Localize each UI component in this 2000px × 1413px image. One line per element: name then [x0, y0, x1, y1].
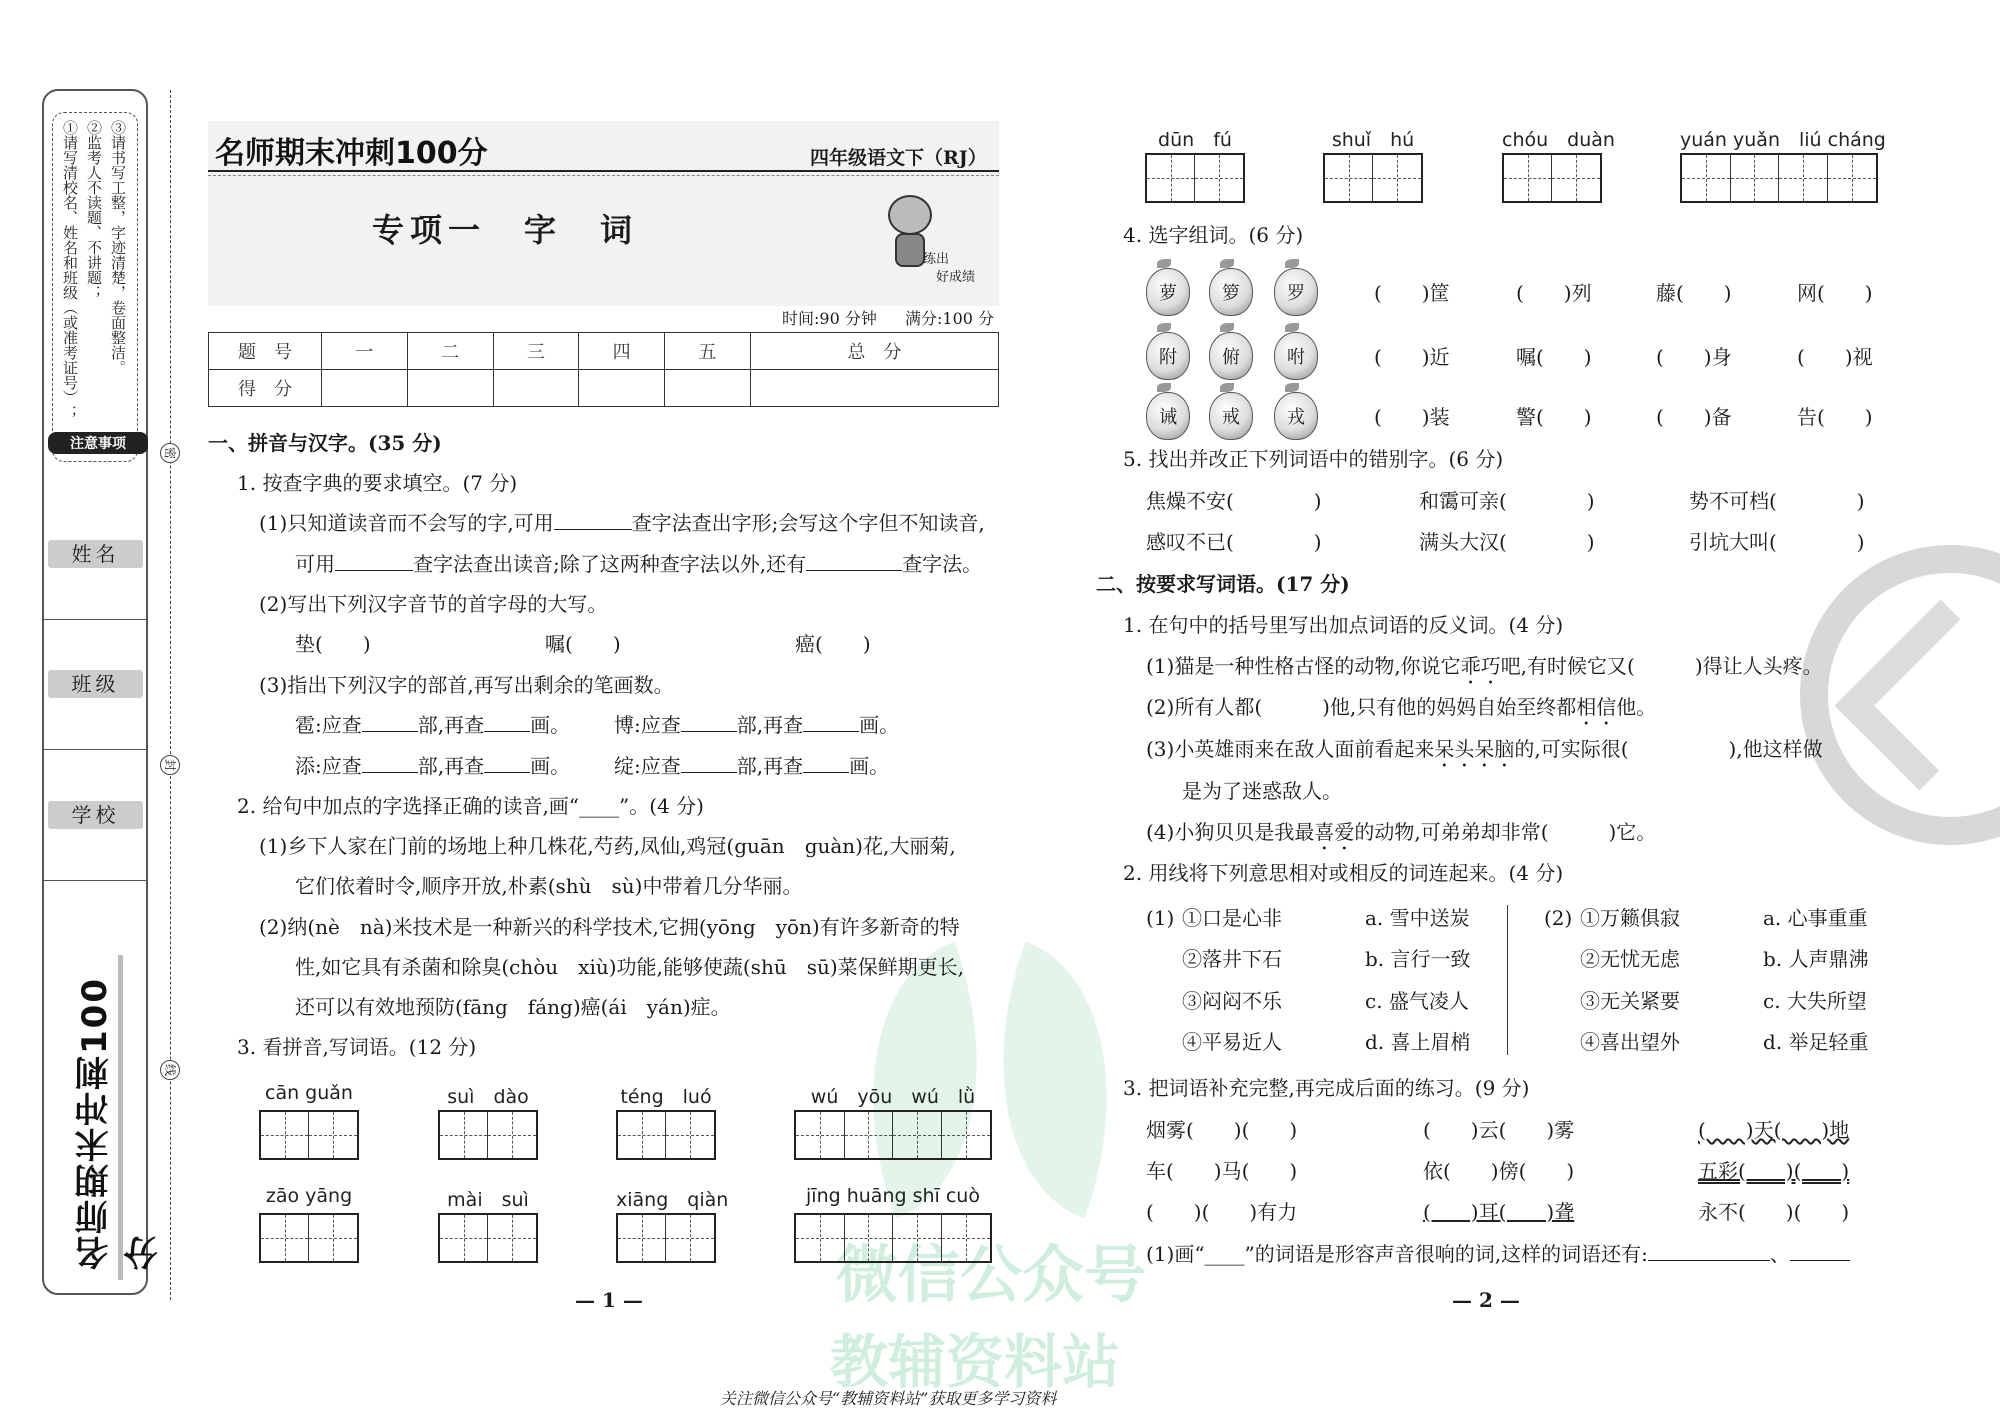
apple-char-option: 咐 [1274, 332, 1318, 380]
q1-3-item [295, 712, 570, 738]
q2-line: 性,如它具有杀菌和除臭(chòu xiù)功能,能够使蔬(shū sū)菜保鲜期更长, [295, 955, 965, 979]
q1-2-item-label: 癌( [795, 632, 823, 656]
character-grid[interactable] [794, 1213, 992, 1263]
apple-char-option: 诫 [1146, 392, 1190, 440]
score-table-header-row [209, 333, 999, 370]
question-1-4: 4. 选字组词。(6 分) [1123, 223, 1304, 247]
answer-blank[interactable] [362, 753, 418, 773]
text: 的,可实际很( ),他这样做 [1514, 737, 1823, 761]
pinyin-label: dūn fú [1158, 129, 1232, 151]
watermark-text-2: 教辅资料站 [830, 1328, 1121, 1396]
full-marks: 满分:100 分 [905, 309, 995, 328]
answer-blank[interactable] [362, 712, 418, 732]
dotted-word: 喜爱 [1314, 820, 1355, 844]
character-cell[interactable] [893, 1215, 942, 1261]
idiom-item[interactable]: 永不( )( ) [1698, 1200, 1850, 1224]
pinyin-label: suì dào [447, 1086, 529, 1108]
label: 雹:应查 [295, 713, 362, 737]
character-grid[interactable] [1680, 153, 1878, 203]
answer-blank[interactable] [484, 753, 530, 773]
typo-item[interactable]: 焦燥不安( ) [1146, 489, 1322, 513]
q1-2-prompt: (2)写出下列汉字音节的首字母的大写。 [259, 592, 608, 616]
label: 添:应查 [295, 754, 362, 778]
label: 画。 [859, 713, 900, 737]
match-right-item[interactable]: d. 举足轻重 [1763, 1030, 1869, 1054]
match-left-item[interactable]: ①口是心非 [1182, 906, 1282, 930]
q1-2-item-label: 垫( [295, 632, 323, 656]
word-choice-item[interactable]: 警( ) [1516, 405, 1592, 429]
apple-char-option: 箩 [1209, 268, 1253, 316]
answer-blank[interactable] [1790, 1241, 1850, 1261]
dotted-word: 相信 [1576, 695, 1617, 719]
watermark-text-1: 微信公众号 [836, 1238, 1147, 1311]
apple-char-option: 戒 [1209, 392, 1253, 440]
answer-blank[interactable] [681, 712, 737, 732]
score-table-score-row [209, 370, 999, 407]
typo-item[interactable]: 满头大汉( ) [1419, 530, 1595, 554]
sidebar-logo: 名师期末冲刺100分 [75, 977, 164, 1270]
q1-3-item [614, 753, 889, 779]
antonym-line: 是为了迷惑敌人。 [1182, 779, 1342, 803]
match-right-item[interactable]: b. 人声鼎沸 [1763, 947, 1869, 971]
question-2-2: 2. 用线将下列意思相对或相反的词连起来。(4 分) [1123, 861, 1564, 885]
score-cell[interactable] [750, 370, 998, 407]
character-cell[interactable] [309, 1215, 357, 1261]
text: 的动物,可弟弟却非常( )它。 [1354, 820, 1657, 844]
q1-1-line-2 [295, 551, 982, 577]
q1-1-text-e: 查字法。 [902, 552, 983, 576]
notice-title: 注意事项 [48, 432, 148, 454]
match-right-item[interactable]: c. 盛气凌人 [1365, 989, 1469, 1013]
pinyin-label: cān guǎn [265, 1082, 353, 1104]
score-cell[interactable] [493, 370, 579, 407]
label: 部,再查 [736, 713, 804, 737]
character-cell[interactable] [796, 1215, 845, 1261]
header-rule [208, 170, 999, 172]
character-grid[interactable] [616, 1213, 716, 1263]
character-cell[interactable] [1731, 155, 1780, 201]
label: 博:应查 [614, 713, 681, 737]
seal-mark-xian: 线 [160, 1060, 180, 1080]
match-right-item[interactable]: b. 言行一致 [1365, 947, 1471, 971]
note-2: ②监考人不读题、不讲题； [85, 120, 103, 300]
question-1-1: 1. 按查字典的要求填空。(7 分) [237, 471, 518, 495]
section-2-heading: 二、按要求写词语。(17 分) [1096, 572, 1350, 596]
q1-2-item-label: 嘱( [545, 632, 573, 656]
answer-blank[interactable] [335, 551, 413, 571]
seal-mark-feng: 封 [160, 755, 180, 775]
text: 他。 [1616, 695, 1657, 719]
question-2-3: 3. 把词语补充完整,再完成后面的练习。(9 分) [1123, 1076, 1530, 1100]
page-number-2: — 2 — [1452, 1288, 1520, 1312]
character-cell[interactable] [440, 1112, 488, 1158]
match-right-item[interactable]: d. 喜上眉梢 [1365, 1030, 1471, 1054]
score-header-cell: 总 分 [750, 333, 998, 370]
match-left-item[interactable]: ③闷闷不乐 [1182, 989, 1282, 1013]
note-3: ③请书写工整，字迹清楚，卷面整洁。 [109, 120, 127, 375]
q1-3-item [614, 712, 899, 738]
score-cell[interactable] [665, 370, 751, 407]
page-number-1: — 1 — [575, 1288, 643, 1312]
typo-item[interactable]: 感叹不已( ) [1146, 530, 1322, 554]
pinyin-label: yuán yuǎn liú cháng [1680, 129, 1886, 151]
character-cell[interactable] [618, 1215, 666, 1261]
character-cell[interactable] [942, 1215, 991, 1261]
text: (2)所有人都( )他,只有他的妈妈自始至终都 [1146, 695, 1577, 719]
q1-1-text-a: (1)只知道读音而不会写的字,可用 [259, 511, 554, 535]
answer-blank[interactable] [803, 712, 859, 732]
idiom-sub-question: (1)画“____”的词语是形容声音很响的词,这样的词语还有: 、 [1146, 1241, 1850, 1267]
match-left-item[interactable]: ②无忧无虑 [1580, 947, 1680, 971]
match-right-item[interactable]: a. 雪中送炭 [1365, 906, 1470, 930]
antonym-line [1146, 653, 1823, 689]
q1-1-text-d: 查字法查出读音;除了这两种查字法以外,还有 [413, 552, 807, 576]
label: 绽:应查 [614, 754, 681, 778]
match-left-item[interactable]: ③无关紧要 [1580, 989, 1680, 1013]
text: (3)小英雄雨来在敌人面前看起来 [1146, 737, 1435, 761]
character-cell[interactable] [893, 1112, 942, 1158]
q1-3-item [295, 753, 570, 779]
character-grid[interactable] [438, 1110, 538, 1160]
mascot-text-1: 练出 [923, 252, 950, 267]
word-choice-item[interactable]: 告( ) [1797, 405, 1873, 429]
idiom-item[interactable]: 车( )马( ) [1146, 1159, 1298, 1183]
q1-2-item: 癌( ) [795, 632, 871, 656]
character-cell[interactable] [618, 1112, 666, 1158]
pinyin-label: mài suì [447, 1189, 529, 1211]
character-grid[interactable] [1145, 153, 1245, 203]
matching-divider [1507, 905, 1508, 1055]
question-1-2: 2. 给句中加点的字选择正确的读音,画“____”。(4 分) [237, 794, 704, 818]
sidebar-logo-bar [118, 955, 123, 1280]
q1-1-text-c: 可用 [295, 552, 335, 576]
match-right-item[interactable]: c. 大失所望 [1763, 989, 1867, 1013]
character-cell[interactable] [845, 1112, 894, 1158]
score-header-cell: 一 [322, 333, 408, 370]
pinyin-label: wú yōu wú lǜ [810, 1086, 976, 1108]
seal-mark-mi: 密 [160, 443, 180, 463]
question-1-3: 3. 看拼音,写词语。(12 分) [237, 1035, 477, 1059]
character-cell[interactable] [1147, 155, 1195, 201]
answer-blank[interactable] [484, 712, 530, 732]
text: 吧,有时候它又( )得让人头疼。 [1500, 654, 1823, 678]
score-cell[interactable] [579, 370, 665, 407]
character-cell[interactable] [1195, 155, 1243, 201]
character-cell[interactable] [1552, 155, 1600, 201]
label: 画。 [530, 713, 571, 737]
character-cell[interactable] [261, 1112, 309, 1158]
word-choice-item[interactable]: ( )装 [1374, 405, 1450, 429]
score-header-cell: 题 号 [209, 333, 322, 370]
score-header-cell: 四 [579, 333, 665, 370]
word-choice-item[interactable]: ( )近 [1374, 345, 1450, 369]
word-choice-item[interactable]: ( )视 [1797, 345, 1873, 369]
character-cell[interactable] [1504, 155, 1552, 201]
score-header-cell: 五 [665, 333, 751, 370]
idiom-item[interactable]: 烟雾( )( ) [1146, 1118, 1298, 1142]
label: 画。 [849, 754, 890, 778]
word-choice-item[interactable]: 藤( ) [1656, 281, 1732, 305]
character-cell[interactable] [796, 1112, 845, 1158]
dotted-word: 呆头呆脑 [1434, 737, 1515, 761]
typo-item[interactable]: 势不可档( ) [1689, 489, 1865, 513]
answer-blank[interactable] [554, 510, 632, 530]
score-header-cell: 三 [493, 333, 579, 370]
class-field-label: 班级 [48, 670, 143, 698]
q1-3-prompt: (3)指出下列汉字的部首,再写出剩余的笔画数。 [259, 673, 674, 697]
q1-1-line-1 [259, 510, 985, 536]
word-choice-item[interactable]: ( )身 [1656, 345, 1732, 369]
match-left-item[interactable]: ④平易近人 [1182, 1030, 1282, 1054]
character-grid[interactable] [1502, 153, 1602, 203]
idiom-item[interactable]: ( )( )有力 [1146, 1200, 1298, 1224]
antonym-line [1146, 736, 1823, 772]
school-line [42, 880, 148, 881]
label: 部,再查 [417, 754, 485, 778]
character-grid[interactable] [259, 1110, 359, 1160]
apple-char-option: 附 [1146, 332, 1190, 380]
pinyin-label: jīng huāng shī cuò [806, 1185, 980, 1207]
pinyin-label: chóu duàn [1502, 129, 1615, 151]
word-choice-item[interactable]: ( )备 [1656, 405, 1732, 429]
page-title: 专项一 字 词 [372, 211, 639, 249]
character-cell[interactable] [845, 1215, 894, 1261]
match-right-item[interactable]: a. 心事重重 [1763, 906, 1868, 930]
score-cell[interactable] [407, 370, 493, 407]
idiom-item-double[interactable]: 五彩( )( ) [1698, 1159, 1850, 1183]
text: (1)猫是一种性格古怪的动物,你说它 [1146, 654, 1461, 678]
header-rule-dashed [208, 175, 999, 176]
q1-1-text-b: 查字法查出字形;会写这个字但不知读音, [631, 511, 985, 535]
score-table [208, 332, 999, 407]
text: (4)小狗贝贝是我最 [1146, 820, 1315, 844]
q1-2-item: 嘱( ) [545, 632, 621, 656]
character-cell[interactable] [1779, 155, 1828, 201]
match-left-item[interactable]: ②落井下石 [1182, 947, 1282, 971]
section-1-heading: 一、拼音与汉字。(35 分) [208, 431, 442, 455]
character-grid[interactable] [616, 1110, 716, 1160]
answer-blank[interactable] [1648, 1241, 1770, 1261]
character-cell[interactable] [1373, 155, 1421, 201]
character-cell[interactable] [1828, 155, 1877, 201]
dotted-word: 乖巧 [1460, 654, 1501, 678]
word-choice-item[interactable]: 网( ) [1797, 281, 1873, 305]
idiom-item-underlined[interactable]: ( )耳( )聋 [1423, 1200, 1575, 1224]
match-left-item[interactable]: ①万籁俱寂 [1580, 906, 1680, 930]
apple-char-option: 萝 [1146, 268, 1190, 316]
character-grid[interactable] [794, 1110, 992, 1160]
answer-blank[interactable] [803, 753, 849, 773]
word-choice-item[interactable]: ( )筐 [1374, 281, 1450, 305]
score-row-label: 得 分 [209, 370, 322, 407]
character-cell[interactable] [942, 1112, 991, 1158]
name-field-label: 姓名 [48, 540, 143, 568]
character-grid[interactable] [259, 1213, 359, 1263]
character-cell[interactable] [1682, 155, 1731, 201]
antonym-line [1146, 694, 1656, 730]
match-group-label: (2) [1544, 906, 1573, 930]
character-cell[interactable] [488, 1215, 536, 1261]
label: 部,再查 [736, 754, 804, 778]
character-cell[interactable] [488, 1112, 536, 1158]
q1-2-item: 垫( ) [295, 632, 371, 656]
seal-dashed-line [170, 90, 171, 1300]
brand-logo: 名师期末冲刺100分 [215, 136, 488, 171]
pinyin-label: téng luó [620, 1086, 712, 1108]
answer-blank[interactable] [681, 753, 737, 773]
class-line [42, 749, 148, 750]
pinyin-label: zāo yāng [265, 1185, 353, 1207]
typo-item[interactable]: 和霭可亲( ) [1419, 489, 1595, 513]
character-grid[interactable] [438, 1213, 538, 1263]
label: 部,再查 [417, 713, 485, 737]
character-cell[interactable] [261, 1215, 309, 1261]
score-header-cell: 二 [407, 333, 493, 370]
score-cell[interactable] [322, 370, 408, 407]
label: 画。 [530, 754, 571, 778]
q2-line: 它们依着时令,顺序开放,朴素(shù sù)中带着几分华丽。 [295, 874, 803, 898]
exam-time: 时间:90 分钟 [782, 309, 877, 328]
notice-notes [58, 120, 130, 460]
character-grid[interactable] [1323, 153, 1423, 203]
character-cell[interactable] [666, 1112, 714, 1158]
character-cell[interactable] [666, 1215, 714, 1261]
name-line [42, 619, 148, 620]
q2-line: (1)乡下人家在门前的场地上种几株花,芍药,凤仙,鸡冠(guān guàn)花,大丽菊, [259, 834, 956, 858]
word-choice-item[interactable]: 嘱( ) [1516, 345, 1592, 369]
apple-char-option: 俯 [1209, 332, 1253, 380]
text: (1)画“____”的词语是形容声音很响的词,这样的词语还有: [1146, 1242, 1648, 1266]
footer-note: 关注微信公众号“教辅资料站”获取更多学习资料 [720, 1389, 1057, 1408]
character-cell[interactable] [309, 1112, 357, 1158]
question-1-5: 5. 找出并改正下列词语中的错别字。(6 分) [1123, 447, 1504, 471]
apple-char-option: 罗 [1274, 268, 1318, 316]
apple-char-option: 戎 [1274, 392, 1318, 440]
idiom-item[interactable]: ( )云( )雾 [1423, 1118, 1575, 1142]
match-left-item[interactable]: ④喜出望外 [1580, 1030, 1680, 1054]
character-cell[interactable] [1325, 155, 1373, 201]
pinyin-label: xiāng qiàn [616, 1189, 729, 1211]
question-2-1: 1. 在句中的括号里写出加点词语的反义词。(4 分) [1123, 613, 1564, 637]
q2-line: 还可以有效地预防(fāng fáng)癌(ái yán)症。 [295, 995, 731, 1019]
idiom-item[interactable]: 依( )傍( ) [1423, 1159, 1575, 1183]
pinyin-label: shuǐ hú [1331, 129, 1415, 151]
answer-blank[interactable] [806, 551, 902, 571]
idiom-item-wavy[interactable]: ( )天( )地 [1698, 1118, 1850, 1142]
mascot-text-2: 好成绩 [936, 270, 976, 285]
note-1: ①请写清校名、姓名和班级（或准考证号）； [61, 120, 79, 420]
character-cell[interactable] [440, 1215, 488, 1261]
q2-line: (2)纳(nè nà)米技术是一种新兴的科学技术,它拥(yōng yōn)有许多新奇的特 [259, 915, 960, 939]
match-group-label: (1) [1146, 906, 1175, 930]
word-choice-item[interactable]: ( )列 [1516, 281, 1592, 305]
grade-label: 四年级语文下（RJ） [810, 147, 987, 169]
school-field-label: 学校 [48, 801, 143, 829]
antonym-line [1146, 819, 1656, 855]
typo-item[interactable]: 引坑大叫( ) [1689, 530, 1865, 554]
